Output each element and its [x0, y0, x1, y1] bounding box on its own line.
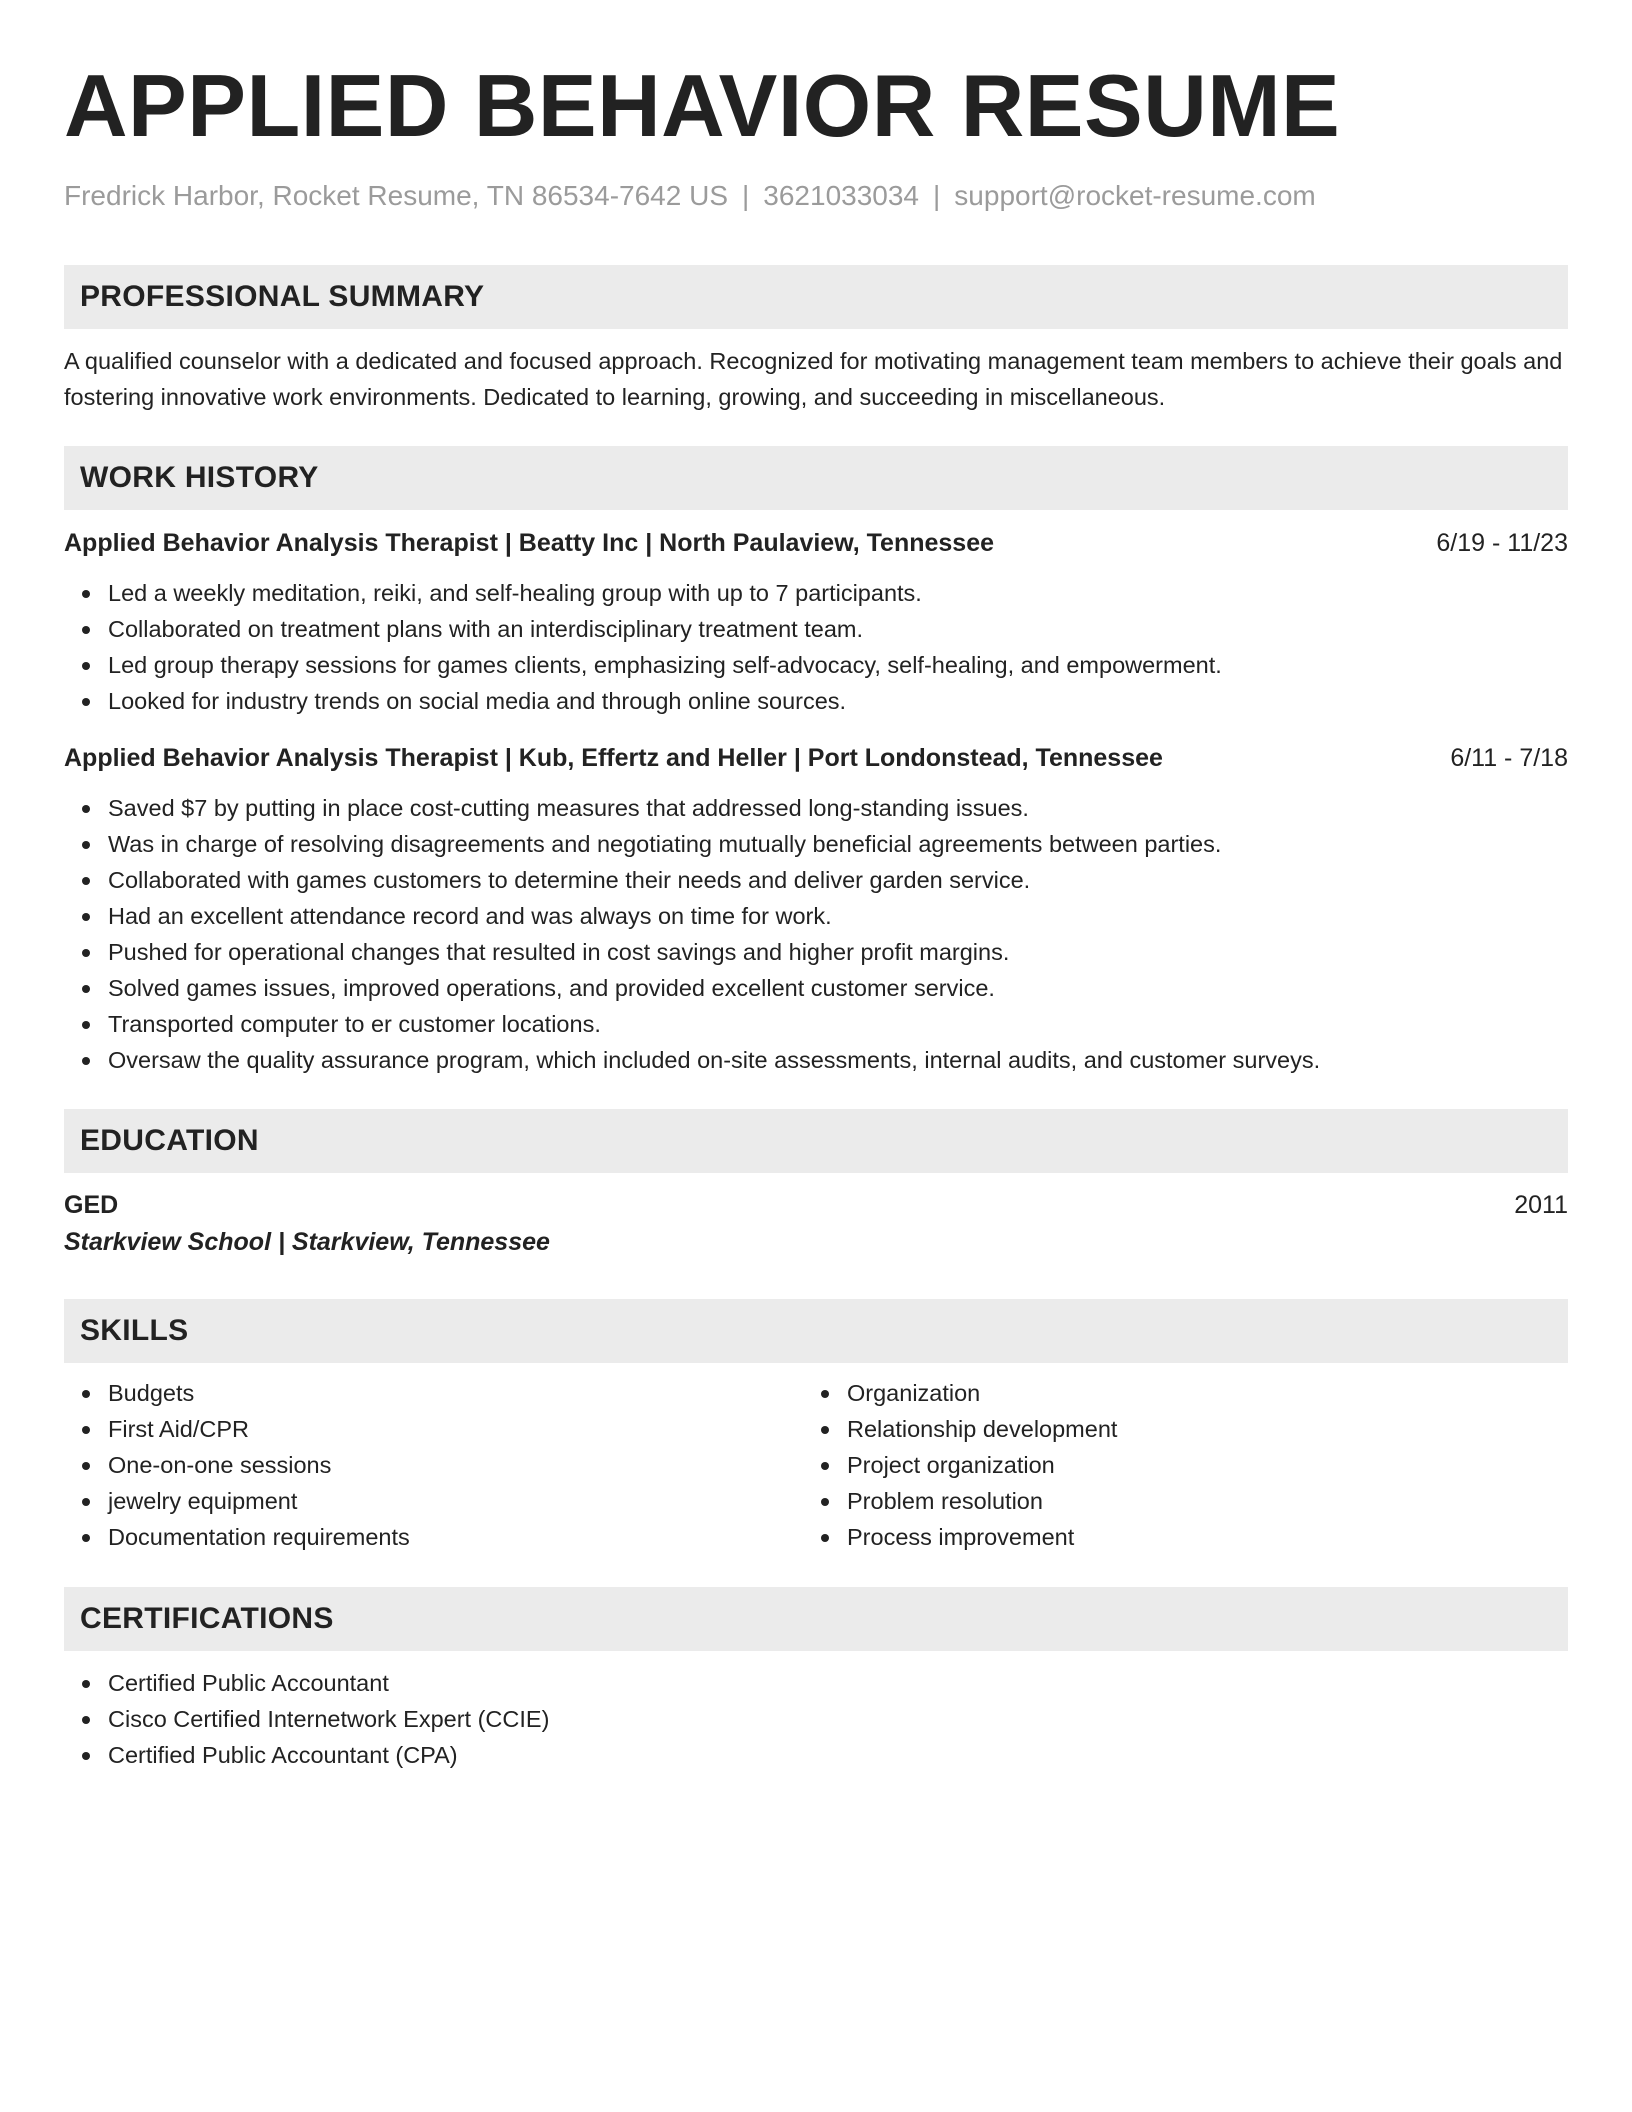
job-bullet: Led group therapy sessions for games clients, emphasizing self-advocacy, self-healing, and empowerment.	[108, 647, 1568, 683]
job-dates: 6/11 - 7/18	[1450, 744, 1568, 772]
job-bullet-list	[64, 575, 1568, 719]
job-bullet: Collaborated with games customers to determine their needs and deliver garden service.	[108, 862, 1568, 898]
education-degree: GED	[64, 1191, 119, 1219]
summary-text: A qualified counselor with a dedicated and focused approach. Recognized for motivating management team members to achieve their goals and fostering innovative work environments. Dedicated to learning, growing, and succeeding in miscellaneous.	[64, 348, 1563, 410]
skill-item: Project organization	[847, 1447, 1542, 1483]
job-title: Applied Behavior Analysis Therapist | Kub, Effertz and Heller | Port Londonstead, Tennessee	[64, 744, 1163, 772]
job-bullet-list	[64, 790, 1568, 1078]
skill-item: One-on-one sessions	[108, 1447, 803, 1483]
job-bullet: Collaborated on treatment plans with an interdisciplinary treatment team.	[108, 611, 1568, 647]
job-bullet: Transported computer to er customer locations.	[108, 1006, 1568, 1042]
contact-separator: |	[933, 180, 941, 211]
skill-item: Problem resolution	[847, 1483, 1542, 1519]
contact-line	[64, 178, 1568, 214]
skills-list	[803, 1375, 1542, 1555]
job-bullet: Looked for industry trends on social media and through online sources.	[108, 683, 1568, 719]
section-header-work-history: WORK HISTORY	[64, 446, 1568, 510]
job-bullet: Was in charge of resolving disagreements and negotiating mutually beneficial agreements between parties.	[108, 826, 1568, 862]
certification-item: Certified Public Accountant (CPA)	[108, 1737, 1568, 1773]
job-dates: 6/19 - 11/23	[1436, 529, 1568, 557]
contact-separator: |	[742, 180, 750, 211]
job-bullet: Had an excellent attendance record and was always on time for work.	[108, 898, 1568, 934]
skill-item: jewelry equipment	[108, 1483, 803, 1519]
contact-phone: 3621033034	[763, 180, 920, 211]
skill-item: First Aid/CPR	[108, 1411, 803, 1447]
contact-email: support@rocket-resume.com	[954, 180, 1316, 211]
skill-item: Organization	[847, 1375, 1542, 1411]
job-bullet: Led a weekly meditation, reiki, and self-healing group with up to 7 participants.	[108, 575, 1568, 611]
section-header-skills: SKILLS	[64, 1299, 1568, 1363]
job-bullet: Saved $7 by putting in place cost-cutting measures that addressed long-standing issues.	[108, 790, 1568, 826]
job-title: Applied Behavior Analysis Therapist | Beatty Inc | North Paulaview, Tennessee	[64, 529, 995, 557]
skills-grid	[64, 1375, 1568, 1555]
skills-column-left	[64, 1375, 803, 1555]
section-header-summary: PROFESSIONAL SUMMARY	[64, 265, 1568, 329]
job-bullet: Solved games issues, improved operations, and provided excellent customer service.	[108, 970, 1568, 1006]
skills-column-right	[803, 1375, 1542, 1555]
certification-item: Certified Public Accountant	[108, 1665, 1568, 1701]
section-header-certifications: CERTIFICATIONS	[64, 1587, 1568, 1651]
certifications-list	[64, 1665, 1568, 1773]
section-header-education: EDUCATION	[64, 1109, 1568, 1173]
skills-list	[64, 1375, 803, 1555]
education-header	[64, 1187, 1568, 1223]
education-year: 2011	[1514, 1191, 1568, 1219]
skill-item: Process improvement	[847, 1519, 1542, 1555]
skill-item: Relationship development	[847, 1411, 1542, 1447]
resume-title: APPLIED BEHAVIOR RESUME	[64, 56, 1341, 155]
contact-address: Fredrick Harbor, Rocket Resume, TN 86534-7642 US	[64, 180, 728, 211]
job-header	[64, 740, 1568, 776]
education-school: Starkview School | Starkview, Tennessee	[64, 1228, 550, 1256]
job-header	[64, 525, 1568, 561]
skill-item: Documentation requirements	[108, 1519, 803, 1555]
job-bullet: Pushed for operational changes that resulted in cost savings and higher profit margins.	[108, 934, 1568, 970]
job-bullet: Oversaw the quality assurance program, which included on-site assessments, internal audits, and customer surveys.	[108, 1042, 1568, 1078]
skill-item: Budgets	[108, 1375, 803, 1411]
certification-item: Cisco Certified Internetwork Expert (CCIE)	[108, 1701, 1568, 1737]
